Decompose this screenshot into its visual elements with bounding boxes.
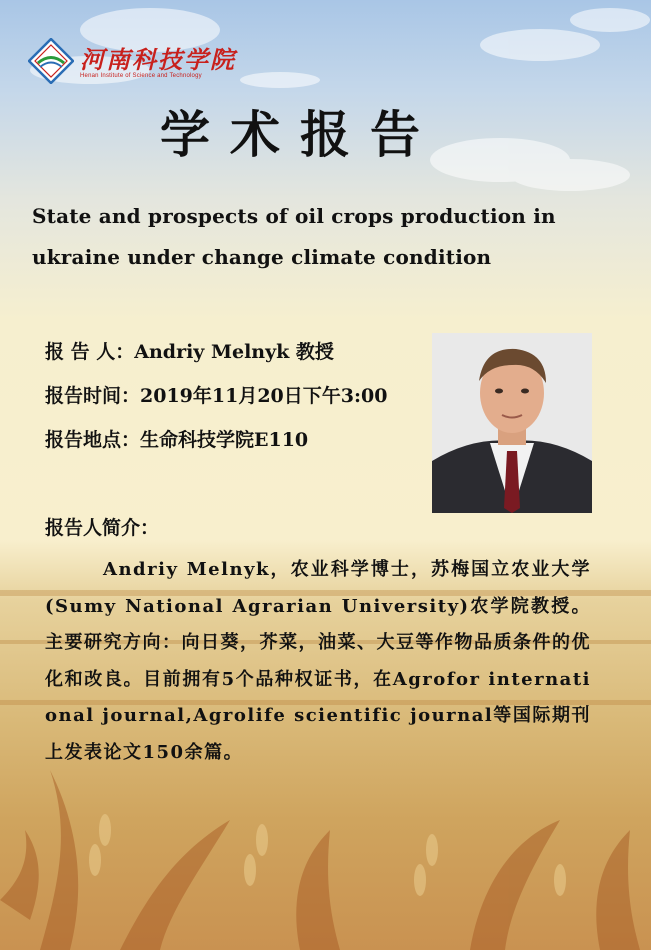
location-line: 报告地点：生命科技学院E110 <box>45 429 309 451</box>
time-line: 报告时间：2019年11月20日下午3:00 <box>45 385 388 407</box>
institution-name: 河南科技学院 <box>80 45 236 74</box>
speaker-line: 报 告 人：Andriy Melnyk 教授 <box>45 341 334 363</box>
bio-heading: 报告人简介： <box>45 517 160 539</box>
logo-emblem-icon <box>28 38 74 84</box>
talk-title: State and prospects of oil crops production in ukraine under change climate condition <box>32 204 556 269</box>
speaker-photo <box>432 333 592 513</box>
poster-title: 学术报告 <box>160 105 440 164</box>
bio-text: Andriy Melnyk，农业科学博士，苏梅国立农业大学(Sumy National Agrarian University)农学院教授。主要研究方向：向日葵，芥菜，油菜、大豆等作物品质条件的优化和改良。目前拥有5个品种权证书，在Agrofor international journal,Agrolife scientific journal等国际期刊上发表论文150余篇。 <box>45 559 591 763</box>
institution-subtitle: Henan Institute of Science and Technology <box>80 73 202 79</box>
institution-logo <box>28 38 238 88</box>
